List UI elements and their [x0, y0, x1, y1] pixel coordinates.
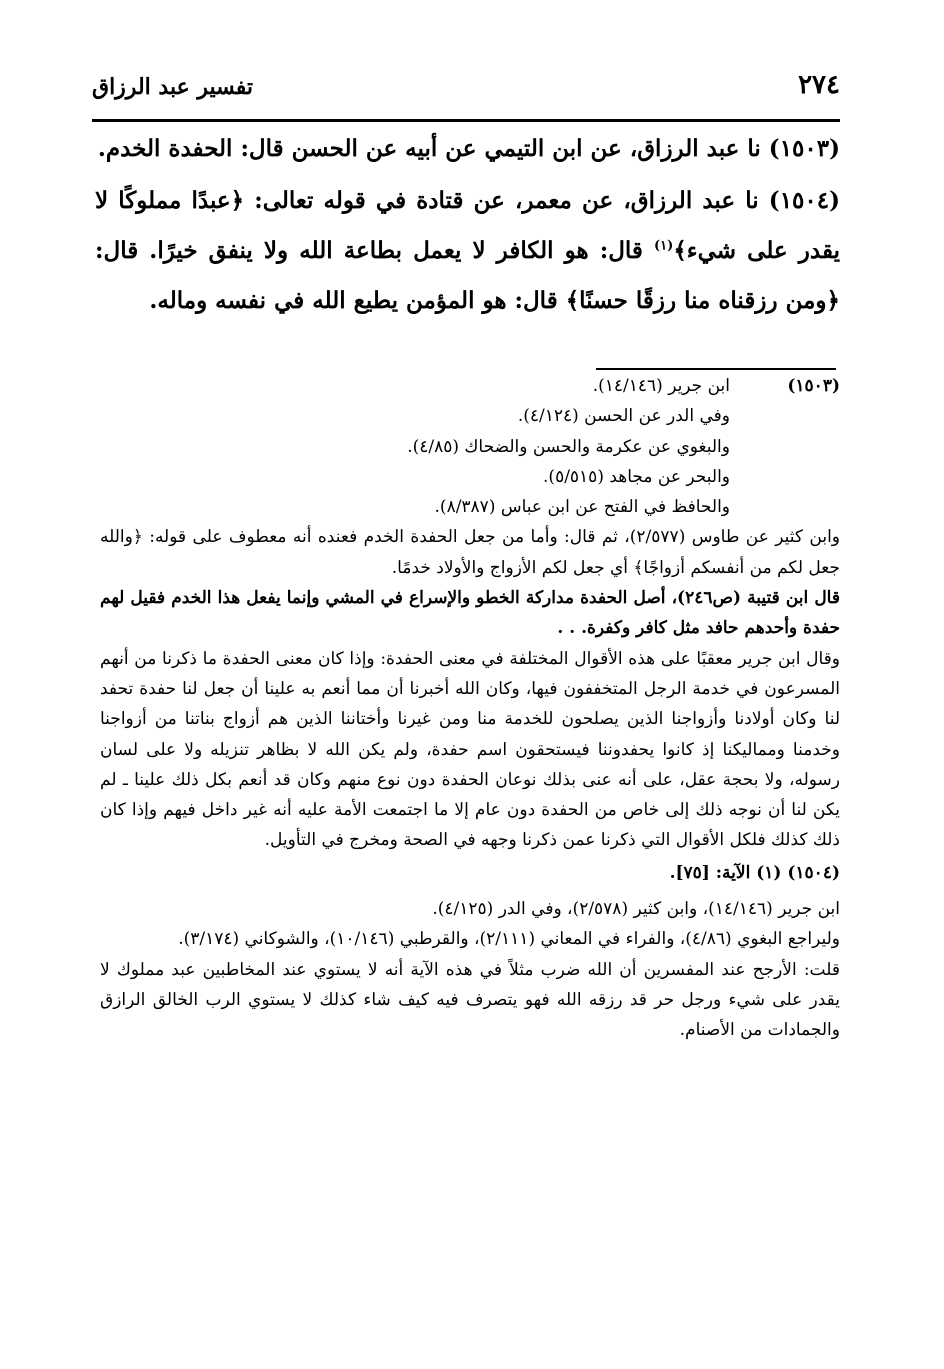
page-number: ٢٧٤ [798, 70, 840, 100]
footnote-line: ابن جرير (١٤/١٤٦)، وابن كثير (٢/٥٧٨)، وفي الدر (٤/١٢٥). [432, 899, 840, 920]
footnote-ref: (١) [654, 238, 674, 254]
header-rule [92, 119, 840, 122]
narration-1504-continued: قال: هو الكافر لا يعمل بطاعة الله ولا ينفق خيرًا. قال: ﴿ومن رزقناه منا رزقًا حسنًا﴾ قال: هو المؤمن يطيع الله في نفسه وماله. [95, 237, 840, 314]
footnote-head [100, 858, 840, 888]
footnote-1503 [100, 371, 840, 522]
footnote-line: وقال ابن جرير معقبًا على هذه الأقوال المختلفة في معنى الحفدة: وإذا كان معنى الحفدة ما ذكرنا من أنهم المسرعون في خدمة الرجل المتخففون فيها، وكان الله أخبرنا أن مما أنعم به علينا أن جعل لنا حفدة تحفد لنا وكان أولادنا وأزواجنا الذين يصلحون للخدمة منا ومن غيرنا وأختاننا الذين هم أزواج بناتنا من أزواجنا وخدمنا ومماليكنا إذ كانوا يحفدوننا فيستحقون اسم حفدة، ولم يكن الله لا بظاهر تنزيله ولا على لسان رسوله، ولا بحجة عقل، على أنه عنى بذلك نوعان الحفدة دون نوع منهم وكان قد أنعم بكل ذلك علينا ـ لم يكن لنا أن نوجه ذلك إلى خاص من الحفدة دون عام إلا ما اجتمعت الأمة عليه أنه غير داخل فيهم وإذا كان ذلك كذلك فلكل الأقوال التي ذكرنا عمن ذكرنا وجهه في الصحة ومخرج في التأويل. [100, 648, 840, 851]
footnote-verse-ref: (١) الآية: [٧٥]. [669, 862, 782, 883]
narration-1503: (١٥٠٣) نا عبد الرزاق، عن ابن التيمي عن أبيه عن الحسن قال: الحفدة الخدم. [97, 135, 840, 162]
footnote-line: والبحر عن مجاهد (٥/٥١٥). [543, 466, 730, 487]
footnote-line: والحافظ في الفتح عن ابن عباس (٨/٣٨٧). [434, 497, 730, 518]
narration-1504-text: (١٥٠٤) نا عبد الرزاق، عن معمر، عن قتادة في قوله تعالى: ﴿عبدًا مملوكًا لا يقدر على شيء﴾ [95, 187, 840, 264]
footnote-line: وابن كثير عن طاوس (٢/٥٧٧)، ثم قال: وأما من جعل الحفدة الخدم فعنده أنه معطوف على قوله: ﴿والله جعل لكم من أنفسكم أزواجًا﴾ أي جعل لكم الأزواج والأولاد خدمًا. [100, 527, 841, 578]
running-title: تفسير عبد الرزاق [92, 74, 254, 100]
page-header [92, 70, 840, 116]
footnote-line: قال ابن قتيبة (ص٢٤٦)، أصل الحفدة مداركة الخطو والإسراع في المشي وإنما يفعل هذا الخدم فقيل لهم حفدة وأحدهم حافد مثل كافر وكفرة. . . [100, 588, 840, 639]
footnote-1504 [100, 858, 840, 1046]
main-text [95, 124, 840, 326]
footnotes [100, 371, 840, 1046]
footnote-line: ابن جرير (١٤/١٤٦). [592, 376, 730, 396]
narration-1504 [95, 176, 840, 326]
footnote-line: وليراجع البغوي (٤/٨٦)، والفراء في المعاني (٢/١١١)، والقرطبي (١٠/١٤٦)، والشوكاني (٣/١٧٤). [178, 929, 840, 950]
footnote-number: (١٥٠٣) [787, 376, 840, 396]
footnote-body [100, 894, 840, 1045]
footnote-line: والبغوي عن عكرمة والحسن والضحاك (٤/٨٥). [407, 436, 730, 457]
footnote-1503-continued [100, 522, 840, 855]
footnote-line: وفي الدر عن الحسن (٤/١٢٤). [517, 406, 730, 427]
footnote-number: (١٥٠٤) [787, 862, 840, 883]
footnote-line: قلت: الأرجح عند المفسرين أن الله ضرب مثلاً في هذه الآية أنه لا يستوي عند المخاطبين عبد مملوك لا يقدر على شيء ورجل حر قد رزقه الله فهو يتصرف فيه كيف شاء كذلك لا يستوي الرب الخالق الرازق والجمادات من الأصنام. [100, 959, 840, 1041]
footnote-rule [596, 368, 836, 370]
